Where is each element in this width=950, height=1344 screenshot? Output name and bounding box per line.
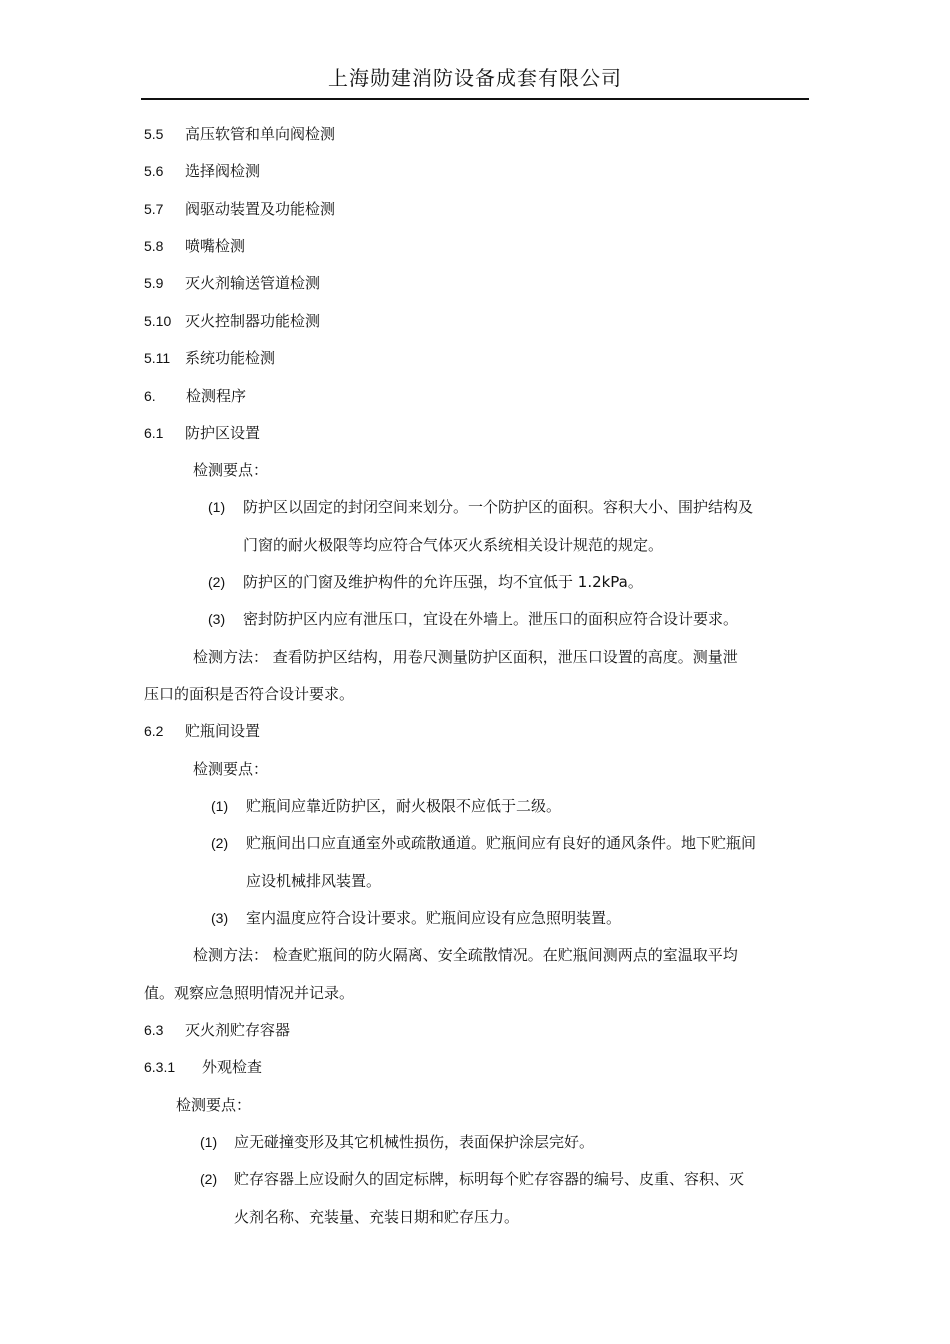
- item-number: (1): [200, 1134, 218, 1150]
- list-item: [144, 199, 335, 219]
- item-text: 贮瓶间应靠近防护区，耐火极限不应低于二级。: [246, 797, 562, 815]
- list-item: [144, 161, 260, 181]
- section-title: 灭火控制器功能检测: [185, 312, 321, 330]
- section-title: 高压软管和单向阀检测: [185, 125, 336, 143]
- list-item: [144, 124, 335, 144]
- list-item: [208, 497, 753, 517]
- item-text-continued: 应设机械排风装置。: [246, 872, 382, 890]
- list-item: [200, 1169, 744, 1189]
- section-title: 系统功能检测: [185, 349, 276, 367]
- method-text: 检测方法： 检查贮瓶间的防火隔离、安全疏散情况。在贮瓶间测两点的室温取平均: [193, 946, 738, 964]
- section-heading: [144, 1020, 290, 1040]
- item-text: 应无碰撞变形及其它机械性损伤，表面保护涂层完好。: [234, 1133, 595, 1151]
- method-text-continued: 压口的面积是否符合设计要求。: [144, 685, 355, 703]
- item-text: 防护区的门窗及维护构件的允许压强，均不宜低于 1.2kPa。: [243, 573, 643, 591]
- section-number: 6.2: [144, 723, 164, 739]
- list-item: [144, 236, 245, 256]
- points-label: 检测要点：: [193, 760, 269, 778]
- method-text-continued: 值。观察应急照明情况并记录。: [144, 984, 355, 1002]
- section-title: 贮瓶间设置: [185, 722, 261, 740]
- item-text: 贮瓶间出口应直通室外或疏散通道。贮瓶间应有良好的通风条件。地下贮瓶间: [246, 834, 757, 852]
- section-title: 灭火剂贮存容器: [185, 1021, 291, 1039]
- section-number: 5.7: [144, 201, 164, 217]
- section-number: 5.11: [144, 350, 171, 366]
- item-number: (2): [200, 1171, 218, 1187]
- list-item: [144, 386, 246, 406]
- section-title: 喷嘴检测: [185, 237, 246, 255]
- item-text: 密封防护区内应有泄压口，宜设在外墙上。泄压口的面积应符合设计要求。: [243, 610, 739, 628]
- list-item: [208, 572, 643, 592]
- section-title: 选择阀检测: [185, 162, 261, 180]
- section-title: 灭火剂输送管道检测: [185, 274, 321, 292]
- section-number: 6.1: [144, 425, 164, 441]
- item-text: 贮存容器上应设耐久的固定标牌，标明每个贮存容器的编号、皮重、容积、灭: [234, 1170, 745, 1188]
- list-item: [208, 609, 738, 629]
- subsection-title: 外观检查: [202, 1058, 263, 1076]
- item-text-continued: 门窗的耐火极限等均应符合气体灭火系统相关设计规范的规定。: [243, 536, 664, 554]
- method-text: 检测方法： 查看防护区结构，用卷尺测量防护区面积，泄压口设置的高度。测量泄: [193, 648, 738, 666]
- section-number: 5.6: [144, 163, 164, 179]
- header-divider: [141, 98, 809, 100]
- section-number: 5.5: [144, 126, 164, 142]
- subsection-heading: [144, 1057, 262, 1077]
- points-label: 检测要点：: [193, 461, 269, 479]
- item-number: (1): [208, 499, 226, 515]
- section-number: 6.: [144, 388, 156, 404]
- item-text: 防护区以固定的封闭空间来划分。一个防护区的面积。容积大小、围护结构及: [243, 498, 754, 516]
- item-number: (3): [208, 611, 226, 627]
- section-heading: [144, 721, 260, 741]
- item-text: 室内温度应符合设计要求。贮瓶间应设有应急照明装置。: [246, 909, 622, 927]
- item-text-continued: 火剂名称、充装量、充装日期和贮存压力。: [234, 1208, 520, 1226]
- list-item: [211, 833, 756, 853]
- section-number: 5.10: [144, 313, 172, 329]
- item-number: (3): [211, 910, 229, 926]
- section-number: 6.3: [144, 1022, 164, 1038]
- subsection-number: 6.3.1: [144, 1059, 176, 1075]
- points-label: 检测要点：: [176, 1096, 252, 1114]
- section-number: 5.8: [144, 238, 164, 254]
- item-number: (2): [208, 574, 226, 590]
- section-title: 防护区设置: [185, 424, 261, 442]
- section-heading: [144, 423, 260, 443]
- item-number: (1): [211, 798, 229, 814]
- list-item: [144, 273, 320, 293]
- list-item: [211, 908, 621, 928]
- section-title: 检测程序: [186, 387, 247, 405]
- list-item: [144, 348, 275, 368]
- item-number: (2): [211, 835, 229, 851]
- list-item: [144, 311, 320, 331]
- list-item: [200, 1132, 594, 1152]
- page-header-company: 上海勋建消防设备成套有限公司: [328, 66, 622, 90]
- list-item: [211, 796, 561, 816]
- section-number: 5.9: [144, 275, 164, 291]
- section-title: 阀驱动装置及功能检测: [185, 200, 336, 218]
